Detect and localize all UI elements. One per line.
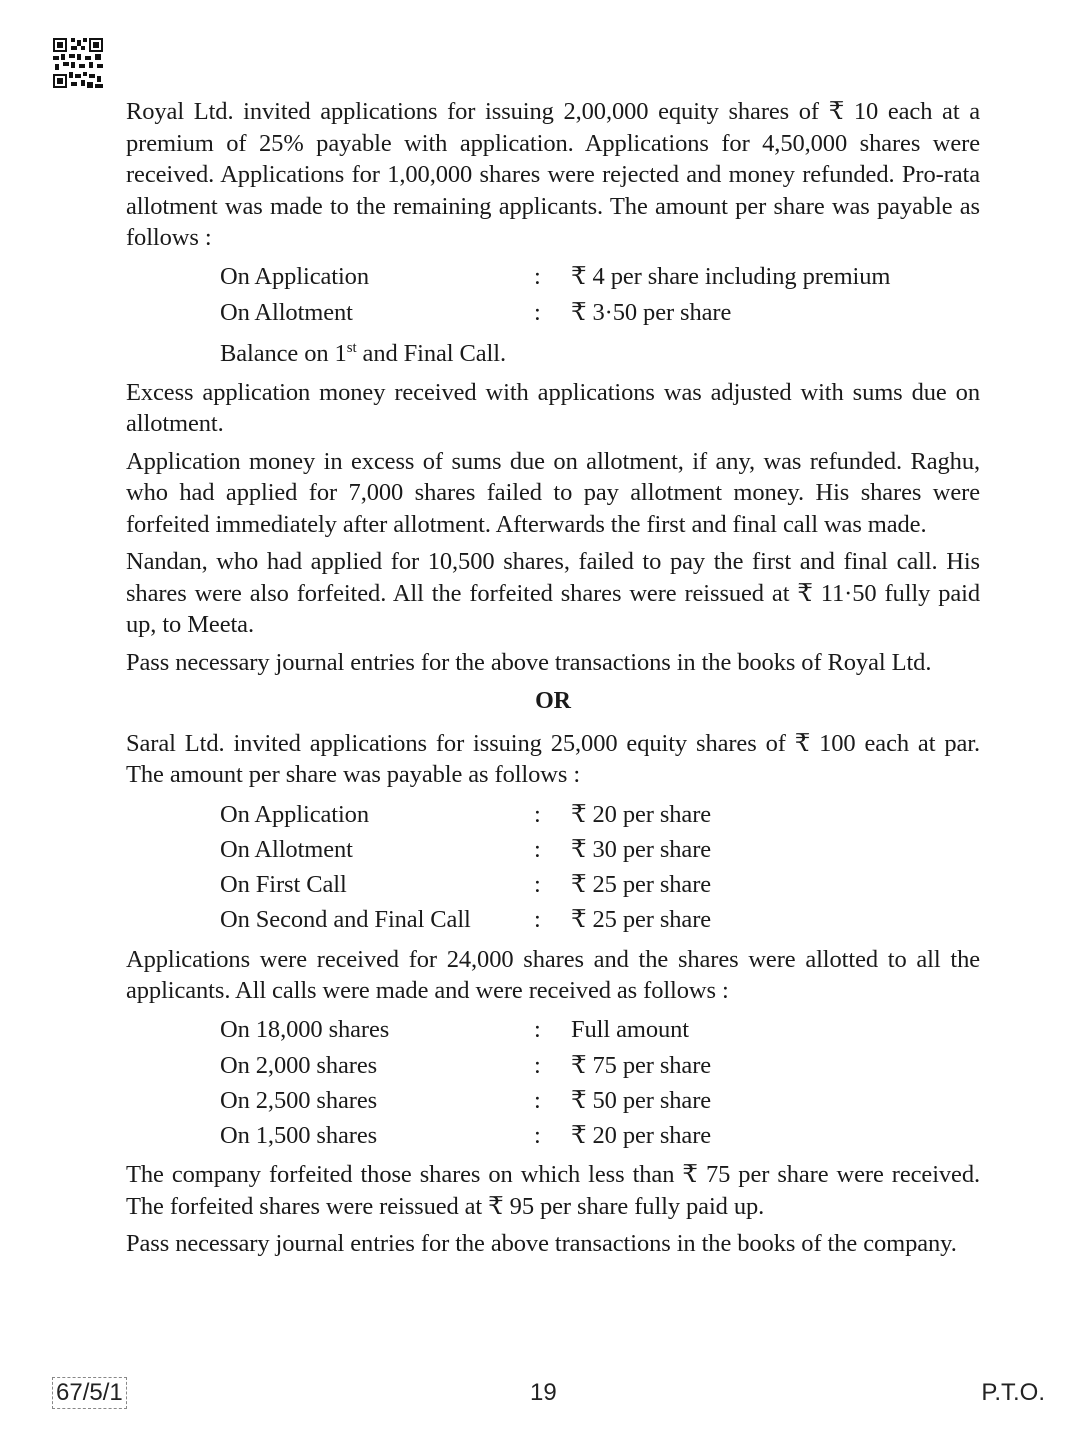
receipt-label: On 18,000 shares: [220, 1016, 390, 1044]
page-number: 19: [530, 1379, 557, 1406]
schedule-colon: :: [534, 263, 541, 291]
schedule-row: [220, 295, 980, 330]
schedule-colon: :: [534, 906, 541, 934]
excess-money-paragraph: Excess application money received with applications was adjusted with sums due on allotment.: [126, 378, 980, 438]
schedule-label: On Allotment: [220, 298, 353, 326]
schedule-value: ₹ 20 per share: [571, 800, 712, 828]
schedule-label: On Allotment: [220, 835, 353, 863]
schedule-value: ₹ 3·50 per share: [571, 298, 732, 326]
receipt-row: [220, 1013, 980, 1048]
receipt-colon: :: [534, 1122, 541, 1150]
calls-received-schedule: [220, 1013, 980, 1154]
saral-payment-schedule: [220, 797, 980, 938]
page-footer: [0, 1377, 1091, 1417]
receipt-row: [220, 1048, 980, 1083]
schedule-value: ₹ 25 per share: [571, 906, 712, 934]
question-saral-ltd: [126, 728, 980, 1260]
receipt-colon: :: [534, 1016, 541, 1044]
balance-suffix: and Final Call.: [356, 339, 506, 367]
schedule-colon: :: [534, 800, 541, 828]
applications-received-paragraph: Applications were received for 24,000 shares and the shares were allotted to all the applicants. All calls were made and were received as follows :: [126, 945, 980, 1005]
receipt-colon: :: [534, 1051, 541, 1079]
or-divider: OR: [535, 688, 571, 715]
receipt-value: ₹ 75 per share: [571, 1051, 712, 1079]
schedule-value: ₹ 30 per share: [571, 835, 712, 863]
receipt-value: ₹ 50 per share: [571, 1086, 712, 1114]
schedule-row: [220, 902, 980, 937]
schedule-row: [220, 832, 980, 867]
forfeit-paragraph: The company forfeited those shares on which less than ₹ 75 per share were received. The forfeited shares were reissued at ₹ 95 per share fully paid up.: [126, 1161, 980, 1220]
please-turn-over: P.T.O.: [981, 1379, 1045, 1406]
refund-paragraph: Application money in excess of sums due on allotment, if any, was refunded. Raghu, who had applied for 7,000 shares failed to pay allotment money. His shares were forfeited immediately after allotment. Afterwards the first and final call was made.: [126, 447, 980, 538]
nandan-paragraph: Nandan, who had applied for 10,500 shares, failed to pay the first and final call. His shares were also forfeited. All the forfeited shares were reissued at ₹ 11·50 fully paid up, to Meeta.: [126, 548, 980, 639]
receipt-label: On 2,500 shares: [220, 1086, 378, 1114]
saral-instruction: Pass necessary journal entries for the above transactions in the books of the company.: [126, 1230, 957, 1258]
schedule-label: On First Call: [220, 871, 347, 899]
receipt-value: ₹ 20 per share: [571, 1122, 712, 1150]
qr-code-icon: [52, 38, 104, 88]
royal-intro-paragraph: Royal Ltd. invited applications for issuing 2,00,000 equity shares of ₹ 10 each at a premium of 25% payable with application. Applications for 4,50,000 shares were received. Applications for 1,00,000 shares were rejected and money refunded. Pro-rata allotment was made to the remaining applicants. The amount per share was payable as follows :: [126, 98, 980, 251]
schedule-colon: :: [534, 871, 541, 899]
schedule-label: On Second and Final Call: [220, 906, 471, 934]
schedule-row: [220, 797, 980, 832]
schedule-label: On Application: [220, 263, 369, 291]
balance-superscript: st: [346, 339, 357, 356]
royal-payment-schedule: [220, 260, 980, 330]
receipt-colon: :: [534, 1086, 541, 1114]
schedule-value: ₹ 25 per share: [571, 871, 712, 899]
receipt-value: Full amount: [571, 1016, 690, 1044]
balance-prefix: Balance on 1: [220, 339, 347, 367]
question-royal-ltd: [126, 96, 980, 678]
receipt-label: On 1,500 shares: [220, 1122, 378, 1150]
paper-code: 67/5/1: [52, 1377, 127, 1409]
schedule-colon: :: [534, 298, 541, 326]
receipt-row: [220, 1118, 980, 1153]
receipt-label: On 2,000 shares: [220, 1051, 378, 1079]
schedule-row: [220, 867, 980, 902]
schedule-row: [220, 260, 980, 295]
receipt-row: [220, 1083, 980, 1118]
schedule-colon: :: [534, 835, 541, 863]
royal-instruction: Pass necessary journal entries for the above transactions in the books of Royal Ltd.: [126, 648, 932, 676]
saral-intro-paragraph: Saral Ltd. invited applications for issuing 25,000 equity shares of ₹ 100 each at par. The amount per share was payable as follows :: [126, 729, 980, 789]
schedule-label: On Application: [220, 800, 369, 828]
question-content: [126, 96, 980, 1266]
schedule-value: ₹ 4 per share including premium: [571, 263, 891, 291]
balance-note: [220, 336, 980, 371]
